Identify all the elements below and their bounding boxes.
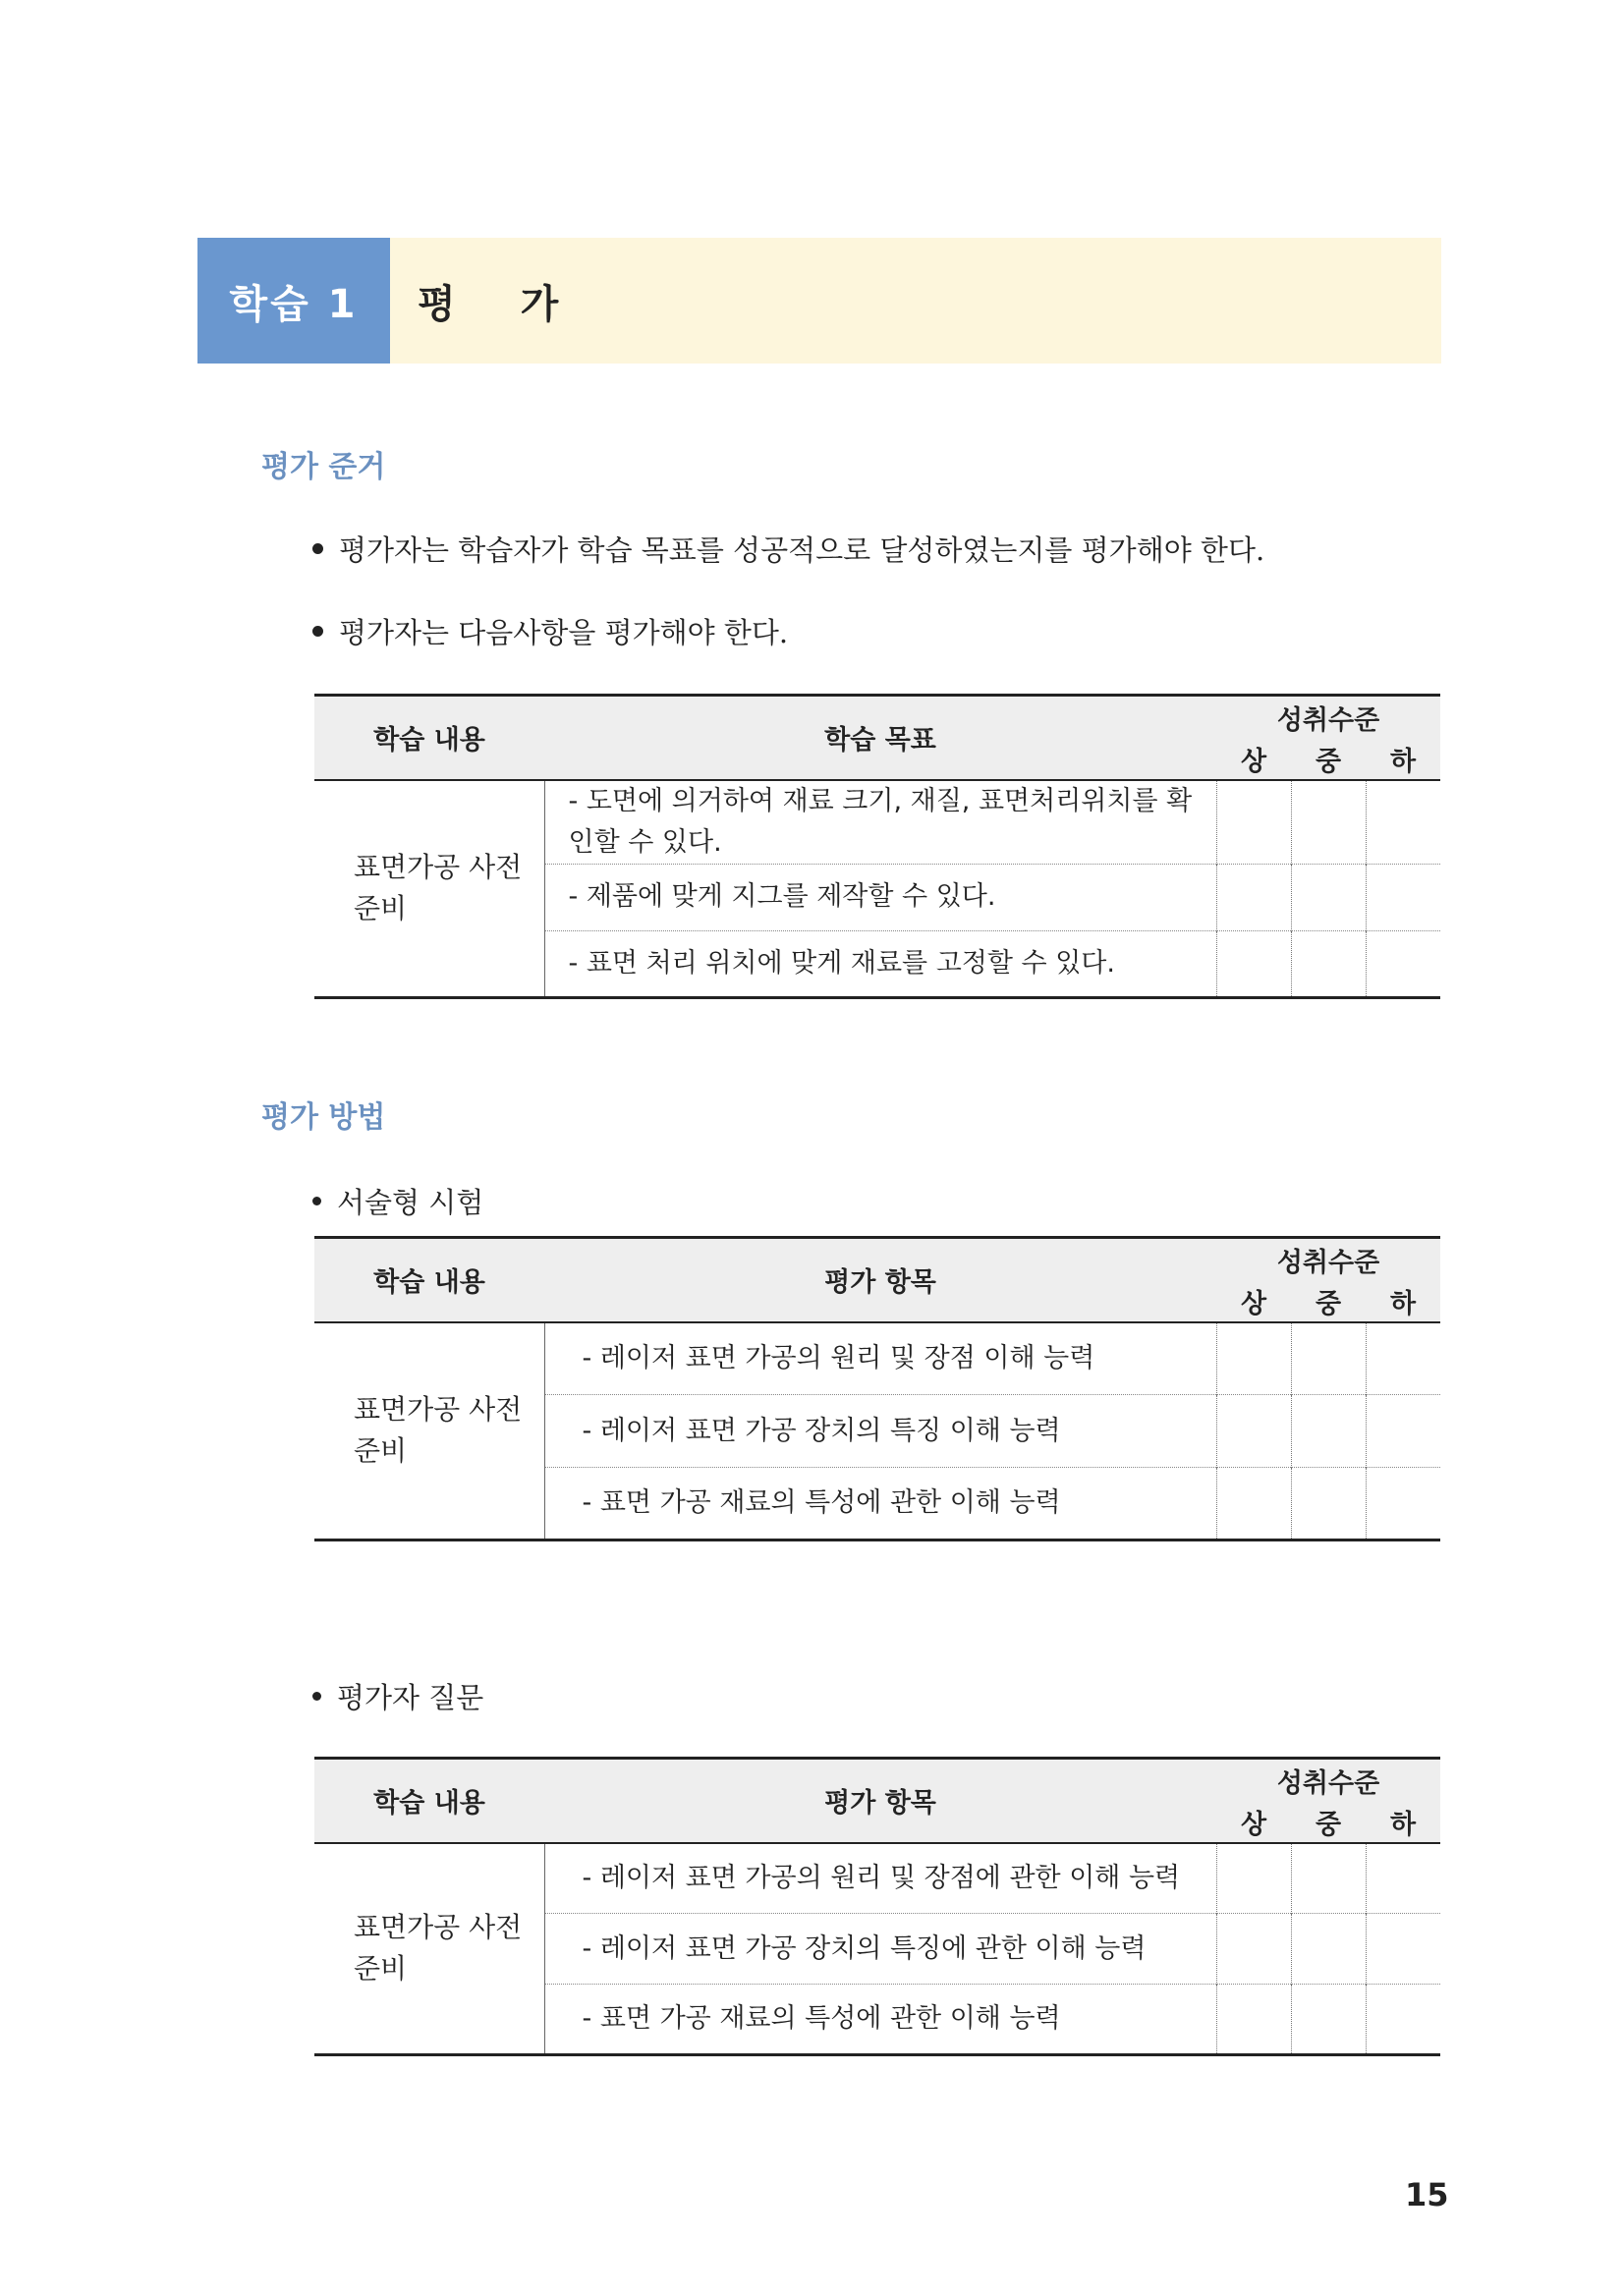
header-mid: 중 [1315,1288,1342,1319]
written-table [314,1236,1440,1541]
level-high-cell[interactable] [1216,1914,1291,1985]
oral-table [314,1757,1440,2056]
level-high-cell[interactable] [1216,1322,1291,1395]
level-low-cell[interactable] [1366,1914,1440,1985]
criteria-bullet-2 [312,611,788,651]
content-cell: 표면가공 사전 준비 [314,1843,544,2055]
header-mid: 중 [1315,746,1342,777]
header-low: 하 [1389,746,1417,777]
header-low: 하 [1389,1809,1417,1840]
goal-item: - 표면 처리 위치에 맞게 재료를 고정할 수 있다. [544,930,1216,997]
header-content: 학습 내용 [373,1788,485,1820]
content-cell: 표면가공 사전 준비 [314,780,544,998]
module-label: 학습 1 [197,238,390,364]
level-high-cell[interactable] [1216,1843,1291,1914]
level-mid-cell[interactable] [1291,1395,1366,1468]
header-low: 하 [1389,1288,1417,1319]
bullet-icon [312,1692,321,1701]
level-low-cell[interactable] [1366,780,1440,865]
bullet-text: 평가자는 다음사항을 평가해야 한다. [339,616,789,649]
level-mid-cell[interactable] [1291,864,1366,930]
level-mid-cell[interactable] [1291,1914,1366,1985]
level-mid-cell[interactable] [1291,1985,1366,2055]
header-goal: 평가 항목 [824,1267,936,1299]
oral-bullet [312,1676,483,1716]
header-content: 학습 내용 [373,725,485,756]
bullet-text: 서술형 시험 [337,1186,484,1219]
header-level: 성취수준 [1276,1247,1380,1278]
written-bullet [312,1181,483,1221]
level-low-cell[interactable] [1366,1985,1440,2055]
level-low-cell[interactable] [1366,930,1440,997]
level-mid-cell[interactable] [1291,1468,1366,1540]
bullet-icon [312,626,323,637]
header-high: 상 [1240,1288,1267,1319]
level-high-cell[interactable] [1216,1468,1291,1540]
page-title: 평 가 [390,238,1441,364]
goal-item: - 도면에 의거하여 재료 크기, 재질, 표면처리위치를 확인할 수 있다. [544,780,1216,865]
level-mid-cell[interactable] [1291,780,1366,865]
level-high-cell[interactable] [1216,1395,1291,1468]
header-high: 상 [1240,1809,1267,1840]
bullet-icon [312,543,323,554]
method-heading: 평가 방법 [261,1100,386,1135]
goal-item: - 제품에 맞게 지그를 제작할 수 있다. [544,864,1216,930]
header-level: 성취수준 [1276,704,1380,736]
bullet-icon [312,1197,321,1205]
level-high-cell[interactable] [1216,780,1291,865]
header-level: 성취수준 [1276,1767,1380,1799]
eval-item: - 레이저 표면 가공 장치의 특징에 관한 이해 능력 [544,1914,1216,1985]
level-high-cell[interactable] [1216,930,1291,997]
content-cell: 표면가공 사전 준비 [314,1322,544,1540]
header-high: 상 [1240,746,1267,777]
level-low-cell[interactable] [1366,864,1440,930]
criteria-table [314,694,1440,999]
level-low-cell[interactable] [1366,1395,1440,1468]
header-goal: 평가 항목 [824,1788,936,1820]
criteria-bullet-1 [312,529,1264,569]
level-high-cell[interactable] [1216,1985,1291,2055]
bullet-text: 평가자 질문 [337,1681,484,1714]
header-content: 학습 내용 [373,1267,485,1299]
criteria-heading: 평가 준거 [261,450,386,484]
level-low-cell[interactable] [1366,1322,1440,1395]
header-goal: 학습 목표 [824,725,936,756]
level-mid-cell[interactable] [1291,1843,1366,1914]
eval-item: - 레이저 표면 가공 장치의 특징 이해 능력 [544,1395,1216,1468]
module-banner [197,238,1441,364]
level-mid-cell[interactable] [1291,930,1366,997]
level-high-cell[interactable] [1216,864,1291,930]
page-number: 15 [1405,2176,1449,2213]
bullet-text: 평가자는 학습자가 학습 목표를 성공적으로 달성하였는지를 평가해야 한다. [339,533,1265,567]
level-low-cell[interactable] [1366,1468,1440,1540]
eval-item: - 표면 가공 재료의 특성에 관한 이해 능력 [544,1985,1216,2055]
level-low-cell[interactable] [1366,1843,1440,1914]
eval-item: - 표면 가공 재료의 특성에 관한 이해 능력 [544,1468,1216,1540]
eval-item: - 레이저 표면 가공의 원리 및 장점에 관한 이해 능력 [544,1843,1216,1914]
header-mid: 중 [1315,1809,1342,1840]
level-mid-cell[interactable] [1291,1322,1366,1395]
eval-item: - 레이저 표면 가공의 원리 및 장점 이해 능력 [544,1322,1216,1395]
